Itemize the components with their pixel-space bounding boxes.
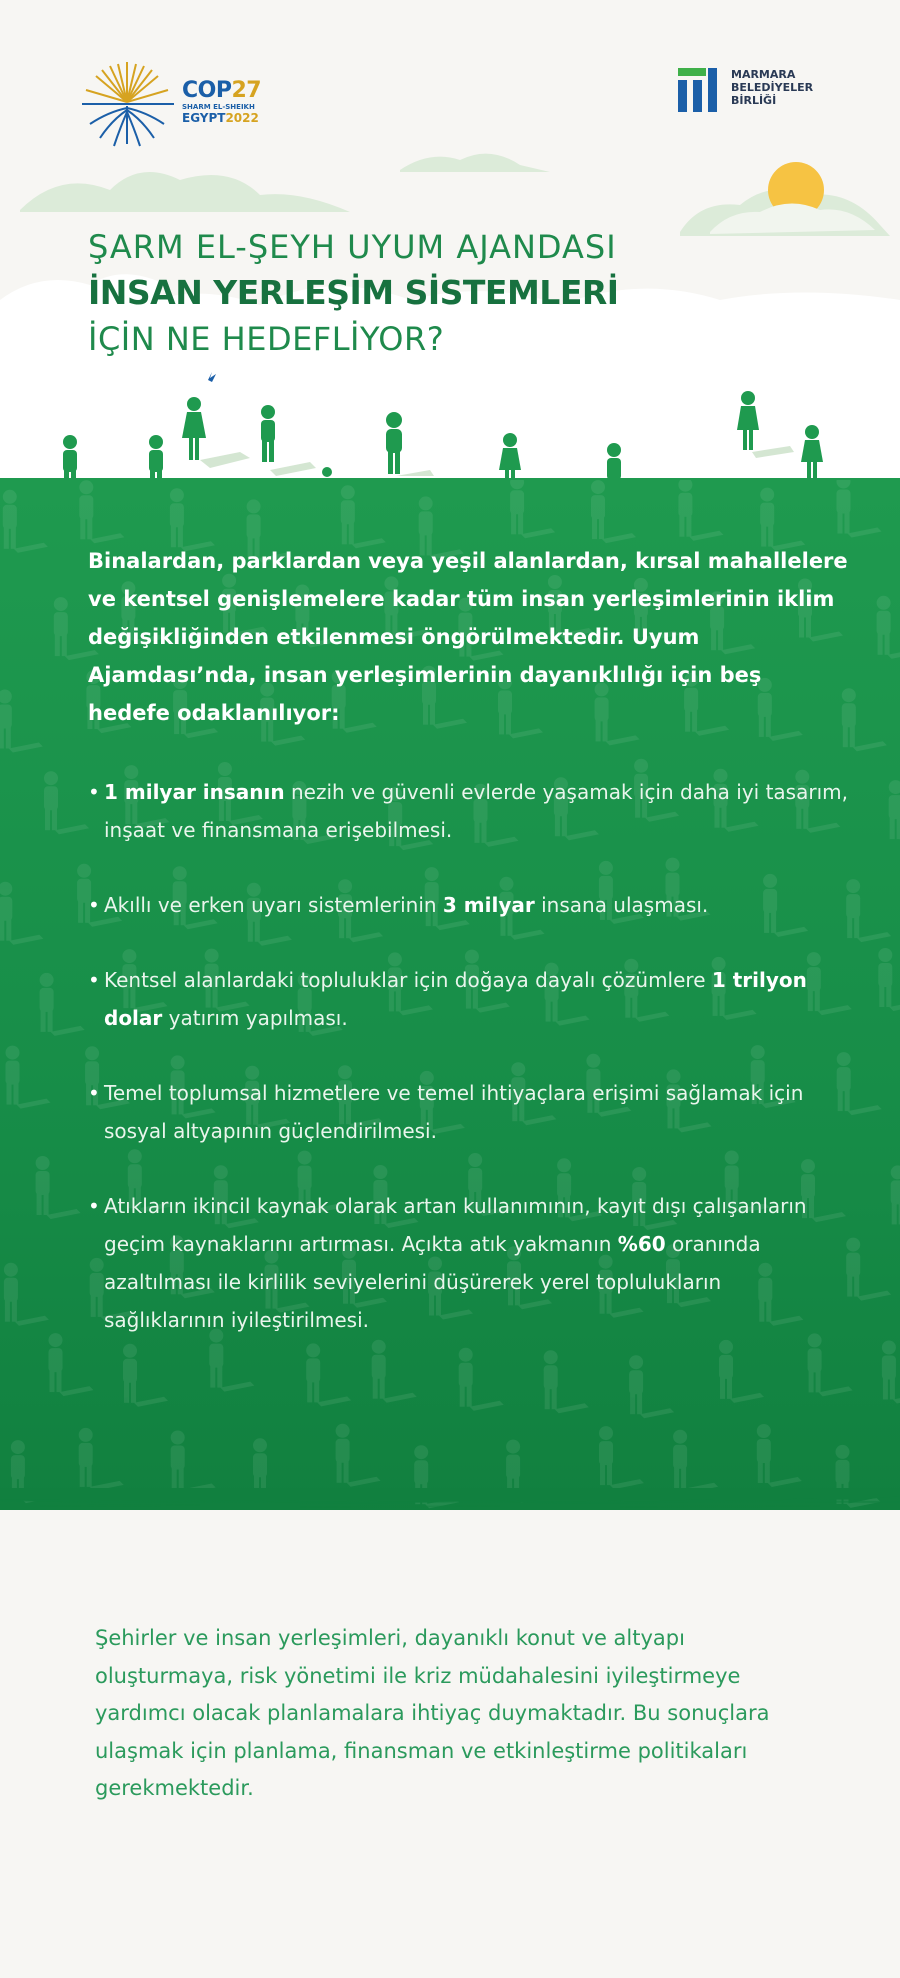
closing-paragraph: Şehirler ve insan yerleşimleri, dayanıklı konut ve altyapı oluşturmaya, risk yönetimi ile kriz müdahalesini iyileştirmeye yardımcı olacak planlamalara ihtiyaç duymaktadır. Bu sonuçlara ulaşmak için planlama, finansman ve etkinleştirme politikaları gerekmektedir.	[95, 1626, 770, 1800]
cop-title: COP27	[182, 78, 262, 103]
background-person	[878, 948, 900, 1011]
background-person	[757, 1424, 802, 1487]
goal-item: • Kentsel alanlardaki topluluklar için doğaya dayalı çözümlere 1 trilyon dolar yatırım yapılması.	[88, 968, 807, 1030]
title-line-3: İÇİN NE HEDEFLİYOR?	[88, 320, 445, 358]
background-person	[0, 690, 43, 753]
mbb-line3: BİRLİĞİ	[731, 94, 777, 107]
background-person	[341, 485, 386, 548]
header	[0, 0, 900, 480]
goals-section	[0, 480, 900, 1510]
background-person	[877, 596, 900, 659]
background-person	[0, 882, 43, 945]
background-person	[678, 480, 723, 541]
goal-item: • Akıllı ve erken uyarı sistemlerinin 3 milyar insana ulaşması.	[88, 893, 709, 917]
mbb-mark-icon	[678, 68, 728, 116]
goals-list	[88, 773, 848, 1376]
goal-item: • Temel toplumsal hizmetlere ve temel ihtiyaçlara erişimi sağlamak için sosyal altyapının güçlendirilmesi.	[88, 1081, 804, 1143]
background-person	[171, 1431, 216, 1494]
background-person	[510, 480, 555, 538]
background-person	[79, 1428, 124, 1491]
goal-item: • Atıkların ikincil kaynak olarak artan kullanımının, kayıt dışı çalışanların geçim kaynaklarını artırması. Açıkta atık yakmanın %60 oranında azaltılması ile kirlilik seviyelerini düşürerek yerel toplulukların sağlıklarının iyileştirilmesi.	[88, 1194, 807, 1332]
background-person	[837, 480, 882, 538]
background-person	[40, 973, 85, 1036]
page-title	[88, 224, 619, 362]
background-person	[882, 1341, 900, 1404]
background-person	[49, 1333, 94, 1396]
background-person	[591, 480, 636, 543]
background-person	[889, 780, 900, 843]
background-person	[3, 490, 48, 553]
background-person	[336, 1424, 381, 1487]
cop-location: SHARM EL-SHEIKH	[182, 103, 255, 111]
background-person	[842, 688, 887, 751]
mbb-line2: BELEDİYELER	[731, 81, 814, 94]
title-line-1: ŞARM EL-ŞEYH UYUM AJANDASI	[88, 228, 617, 266]
title-line-2: İNSAN YERLEŞİM SİSTEMLERİ	[88, 273, 619, 312]
mbb-line1: MARMARA	[731, 68, 796, 81]
background-person	[599, 1426, 644, 1489]
background-person	[846, 1238, 891, 1301]
marmara-belediyeler-logo	[676, 66, 826, 116]
background-person	[673, 1430, 718, 1493]
intro-paragraph: Binalardan, parklardan veya yeşil alanlardan, kırsal mahallelere ve kentsel genişlemelere kadar tüm insan yerleşimlerinin iklim değişikliğinden etkilenmesi öngörülmektedir. Uyum Ajamdası’nda, insan yerleşimlerinin dayanıklılığı için beş hedefe odaklanılıyor:	[88, 549, 848, 725]
cop-year: EGYPT2022	[182, 111, 259, 125]
goal-item: • 1 milyar insanın nezih ve güvenli evlerde yaşamak için daha iyi tasarım, inşaat ve finansmana erişebilmesi.	[88, 780, 848, 842]
background-person	[846, 879, 891, 942]
background-person	[36, 1156, 81, 1219]
background-person	[79, 480, 124, 543]
torn-edge-divider	[0, 1488, 900, 1518]
background-person	[891, 1165, 900, 1228]
background-person	[44, 771, 89, 834]
background-person	[6, 1046, 51, 1109]
cop27-logo	[82, 58, 272, 154]
sun-rays-icon	[82, 58, 182, 154]
background-person	[4, 1263, 49, 1326]
